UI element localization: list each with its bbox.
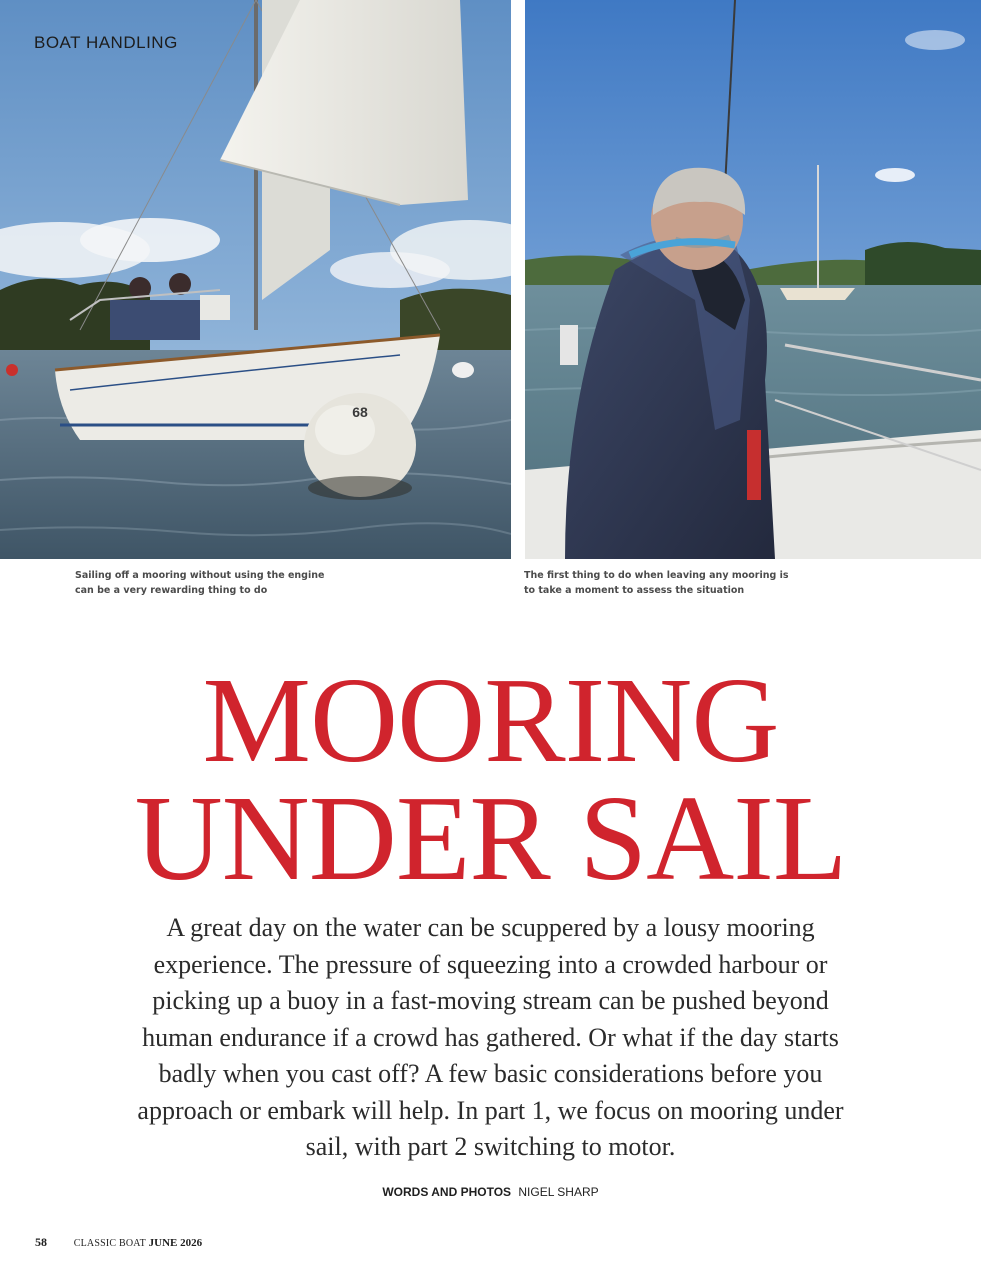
skipper-photo-illustration bbox=[525, 0, 981, 559]
caption-right-line-2: to take a moment to assess the situation bbox=[524, 585, 745, 596]
caption-left-line-2: can be a very rewarding thing to do bbox=[75, 585, 268, 596]
standfirst-line: A great day on the water can be scuppered by a lousy mooring bbox=[166, 913, 815, 942]
buoy-number: 68 bbox=[352, 404, 368, 420]
standfirst bbox=[60, 910, 921, 1166]
yacht-photo-illustration bbox=[0, 0, 511, 559]
page-footer bbox=[35, 1235, 202, 1250]
byline-label: WORDS AND PHOTOS bbox=[382, 1185, 512, 1199]
caption-right-line-1: The first thing to do when leaving any mooring is bbox=[524, 570, 789, 581]
standfirst-line: approach or embark will help. In part 1, we focus on mooring under bbox=[137, 1095, 844, 1125]
section-label: BOAT HANDLING bbox=[34, 33, 178, 52]
standfirst-line: human endurance if a crowd has gathered. Or what if the day starts bbox=[142, 1022, 839, 1052]
magazine-name: CLASSIC BOAT bbox=[73, 1238, 146, 1249]
issue-date: JUNE 2026 bbox=[148, 1237, 203, 1249]
headline-line-2: UNDER SAIL bbox=[134, 771, 847, 906]
caption-right bbox=[524, 568, 824, 598]
byline-author: NIGEL SHARP bbox=[518, 1185, 599, 1199]
standfirst-line: picking up a buoy in a fast-moving stream can be pushed beyond bbox=[152, 986, 829, 1015]
caption-left bbox=[75, 568, 375, 598]
caption-left-line-1: Sailing off a mooring without using the engine bbox=[75, 570, 325, 581]
photo-skipper-assessing bbox=[525, 0, 981, 559]
page-number: 58 bbox=[35, 1235, 47, 1249]
standfirst-line: experience. The pressure of squeezing into a crowded harbour or bbox=[153, 949, 828, 979]
headline-line-1: MOORING bbox=[202, 653, 779, 788]
standfirst-line: sail, with part 2 switching to motor. bbox=[305, 1132, 676, 1161]
byline bbox=[0, 1185, 981, 1199]
photo-yacht-sailing-off-mooring bbox=[0, 0, 511, 559]
standfirst-line: badly when you cast off? A few basic considerations before you bbox=[158, 1059, 823, 1088]
